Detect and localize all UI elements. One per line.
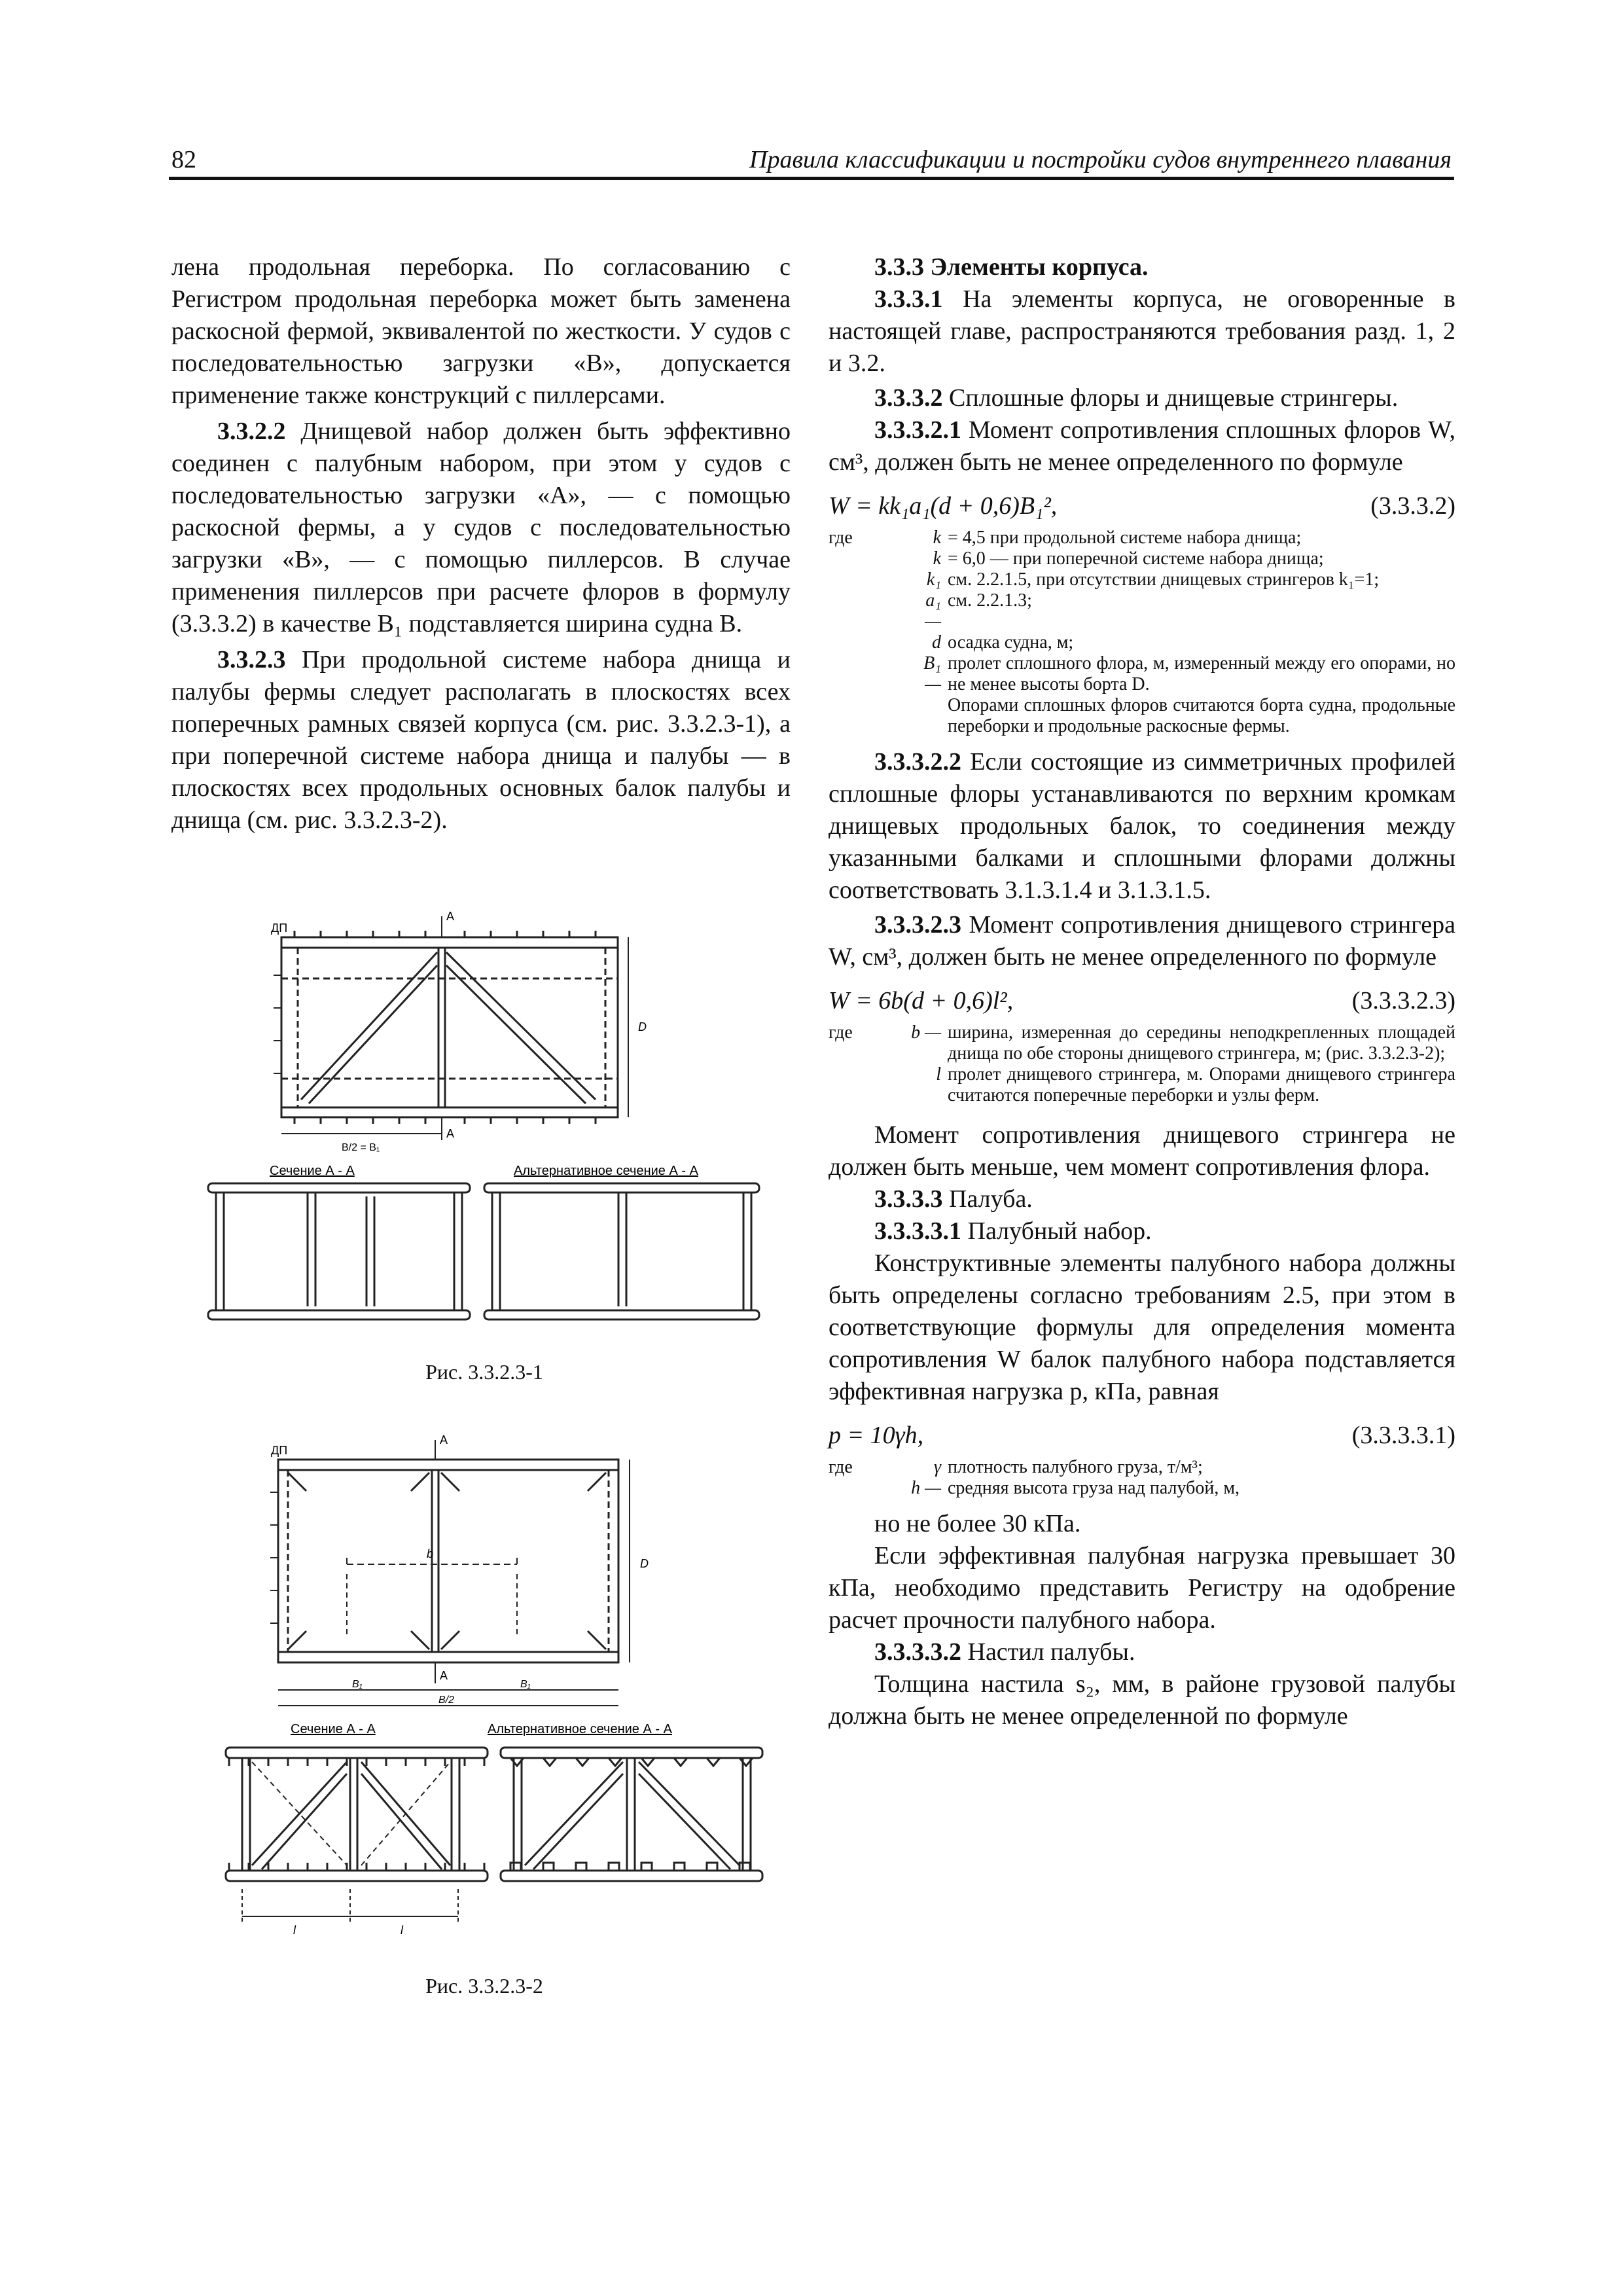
paragraph: Конструктивные элементы палубного набора должны быть определены согласно требованиям 2.5, при этом в соответствующие формулы для определения момента сопротивления W балок палубного набора подставляется эффективная нагрузка p, кПа, равная xyxy=(829,1249,1455,1405)
where-label: где xyxy=(829,1457,853,1477)
symbol: d xyxy=(932,632,941,653)
formula-number: (3.3.3.3.1) xyxy=(1351,1422,1455,1449)
paragraph-3-3-3-3-1 xyxy=(829,1215,1455,1247)
section-mark-bottom: A xyxy=(440,1669,448,1682)
section-number: 3.3.3.2.2 xyxy=(874,748,961,776)
dimension-b-small: b xyxy=(427,1547,434,1560)
where-label: где xyxy=(829,1022,853,1043)
where-label xyxy=(829,653,901,695)
where-label xyxy=(829,590,901,632)
section-number: 3.3.3.3.1 xyxy=(874,1217,961,1245)
where-label: где xyxy=(829,528,853,548)
symbol: k₁ xyxy=(926,569,941,590)
formula-3-3-3-2-3 xyxy=(829,985,1455,1017)
paragraph-text: Момент сопротивления днищевого стрингера W, см³, должен быть не менее определенного по формуле xyxy=(829,911,1455,971)
formula-number: (3.3.3.2) xyxy=(1370,492,1455,520)
section-heading: 3.3.3 Элементы корпуса. xyxy=(874,253,1149,281)
dimension-b: B/2 = B₁ xyxy=(342,1142,380,1153)
paragraph-3-3-3-1 xyxy=(829,283,1455,380)
paragraph: Толщина настила s₂, мм, в районе грузовой палубы должна быть не менее определенной по формуле xyxy=(829,1670,1455,1730)
formula-expression: W = kk₁a₁(d + 0,6)B₁², xyxy=(829,492,1058,520)
section-number: 3.3.3.2 xyxy=(874,384,943,412)
definition: осадка судна, м; xyxy=(948,632,1074,653)
symbol: k xyxy=(933,548,941,569)
paragraph-text: Палуба. xyxy=(942,1185,1033,1213)
section-number: 3.3.2.2 xyxy=(217,418,286,445)
alt-section-title: Альтернативное сечение А - А xyxy=(514,1164,698,1178)
definition: пролет сплошного флора, м, измеренный между его опорами, но не менее высоты борта D. xyxy=(948,653,1455,694)
definitions-2 xyxy=(829,1022,1455,1106)
paragraph-text: Днищевой набор должен быть эффективно соединен с палубным набором, при этом у судов с последовательностью загрузки «А», — с помощью раскосной фермы, а у судов с последовательностью загрузки «В», — с помощью пиллерсов. В случае применения пиллерсов при расчете флоров в формулу (3.3.3.2) в качестве B₁ подставляется ширина судна B. xyxy=(171,418,791,637)
plan-outline xyxy=(281,937,618,1117)
where-label xyxy=(829,1064,901,1106)
symbol: h — xyxy=(911,1478,941,1498)
definition: пролет днищевого стрингера, м. Опорами днищевого стрингера считаются поперечные переборки и узлы ферм. xyxy=(948,1064,1455,1105)
dimension-d: D xyxy=(640,1557,649,1570)
section-title: Сечение А - А xyxy=(270,1164,355,1178)
definition: = 4,5 при продольной системе набора днища; xyxy=(948,528,1302,548)
alt-section-title: Альтернативное сечение А - А xyxy=(488,1722,672,1736)
dimension-b1-right: B₁ xyxy=(520,1679,531,1690)
plan-outline xyxy=(278,1460,618,1662)
section-number: 3.3.3.3.2 xyxy=(874,1638,961,1666)
paragraph-3-3-3-2 xyxy=(829,382,1455,414)
figure-caption-2: Рис. 3.3.2.3-2 xyxy=(425,1974,543,1998)
figure-3-3-2-3-1 xyxy=(190,903,779,1401)
paragraph-3-3-3-3 xyxy=(829,1183,1455,1215)
dimension-l-right: l xyxy=(401,1924,403,1937)
section-mark-top: A xyxy=(446,910,455,923)
paragraph: Момент сопротивления днищевого стрингера не должен быть меньше, чем момент сопротивления флора. xyxy=(829,1121,1455,1181)
running-title: Правила классификации и постройки судов внутреннего плавания xyxy=(749,146,1452,173)
formula-3-3-3-2 xyxy=(829,490,1455,522)
formula-expression: p = 10γh, xyxy=(829,1422,924,1449)
paragraph-3-3-3-2-3 xyxy=(829,909,1455,973)
dimension-d: D xyxy=(638,1020,647,1033)
dimension-b1-left: B₁ xyxy=(352,1679,363,1690)
definition: см. 2.2.1.5, при отсутствии днищевых стрингеров k₁=1; xyxy=(948,569,1380,590)
section-title: Сечение А - А xyxy=(291,1722,376,1736)
definitions-1 xyxy=(829,528,1455,737)
symbol: k xyxy=(933,528,941,548)
paragraph-text: На элементы корпуса, не оговоренные в настоящей главе, распространяются требования разд. 1, 2 и 3.2. xyxy=(829,285,1455,377)
paragraph-text: Сплошные флоры и днищевые стрингеры. xyxy=(942,384,1399,412)
paragraph-text: Палубный набор. xyxy=(961,1217,1152,1245)
section-number: 3.3.3.3 xyxy=(874,1185,943,1213)
paragraph-text: Настил палубы. xyxy=(961,1638,1135,1666)
paragraph-3-3-3-3-2 xyxy=(829,1636,1455,1668)
paragraph-3-3-3-2-2 xyxy=(829,746,1455,906)
definition: плотность палубного груза, т/м³; xyxy=(948,1457,1203,1477)
section-number: 3.3.3.1 xyxy=(874,285,943,313)
figure-caption-1: Рис. 3.3.2.3-1 xyxy=(425,1360,543,1384)
paragraph-text: При продольной системе набора днища и палубы фермы следует располагать в плоскостях всех поперечных рамных связей корпуса (см. рис. 3.3.2.3-1), а при поперечной системе набора днища и палубы — в плоскостях всех продольных основных балок палубы и днища (см. рис. 3.3.2.3-2). xyxy=(171,646,791,834)
formula-3-3-3-3-1 xyxy=(829,1420,1455,1452)
definition: см. 2.2.1.3; xyxy=(948,590,1032,611)
definition: = 6,0 — при поперечной системе набора днища; xyxy=(948,548,1324,569)
symbol: b — xyxy=(911,1022,941,1043)
section-number: 3.3.3.2.3 xyxy=(874,911,961,939)
dp-label: ДП xyxy=(271,1444,288,1457)
paragraph: лена продольная переборка. По согласованию с Регистром продольная переборка может быть заменена раскосной фермой, эквивалентой по жесткости. У судов с последовательностью загрузки «В», допускается применение также конструкций с пиллерсами. xyxy=(171,253,791,409)
formula-expression: W = 6b(d + 0,6)l², xyxy=(829,987,1014,1014)
paragraph-3-3-2-3 xyxy=(171,644,791,836)
dp-label: ДП xyxy=(271,922,288,935)
formula-number: (3.3.3.2.3) xyxy=(1351,987,1455,1014)
dimension-l-left: l xyxy=(293,1924,296,1937)
definition: Опорами сплошных флоров считаются борта судна, продольные переборки и продольные раскосные фермы. xyxy=(948,695,1455,736)
paragraph: Если эффективная палубная нагрузка превышает 30 кПа, необходимо представить Регистру на одобрение расчет прочности палубного набора. xyxy=(829,1542,1455,1634)
symbol: l xyxy=(936,1064,941,1085)
where-label xyxy=(829,548,901,569)
symbol: B₁ — xyxy=(923,653,941,694)
section-number: 3.3.2.3 xyxy=(217,646,286,673)
header-rule xyxy=(169,177,1454,180)
where-label xyxy=(829,695,901,737)
where-label xyxy=(829,569,901,590)
definitions-3 xyxy=(829,1457,1455,1499)
paragraph-text: Момент сопротивления сплошных флоров W, см³, должен быть не менее определенного по формуле xyxy=(829,416,1455,476)
paragraph-3-3-2-2 xyxy=(171,416,791,640)
dimension-b-half: B/2 xyxy=(438,1695,455,1706)
where-label xyxy=(829,1478,901,1499)
symbol: γ xyxy=(933,1457,941,1477)
where-label xyxy=(829,632,901,653)
paragraph-text: Если состоящие из симметричных профилей сплошные флоры устанавливаются по верхним кромкам днищевых продольных балок, то соединения между указанными балками и сплошными флорами должны соответствовать 3.1.3.1.4 и 3.1.3.1.5. xyxy=(829,748,1455,904)
section-mark-bottom: A xyxy=(446,1127,455,1140)
definition: средняя высота груза над палубой, м, xyxy=(948,1478,1240,1498)
page-number: 82 xyxy=(171,146,196,173)
symbol: a₁ — xyxy=(925,590,941,632)
definition: ширина, измеренная до середины неподкрепленных площадей днища по обе стороны днищевого стрингера, м; (рис. 3.3.2.3-2); xyxy=(948,1022,1455,1064)
paragraph: но не более 30 кПа. xyxy=(874,1510,1081,1537)
left-column xyxy=(171,251,791,836)
section-number: 3.3.3.2.1 xyxy=(874,416,961,444)
paragraph-3-3-3-2-1 xyxy=(829,414,1455,478)
right-column xyxy=(829,251,1455,1732)
figure-3-3-2-3-2 xyxy=(190,1427,779,1990)
section-mark-top: A xyxy=(440,1433,448,1446)
symbol xyxy=(907,695,941,737)
